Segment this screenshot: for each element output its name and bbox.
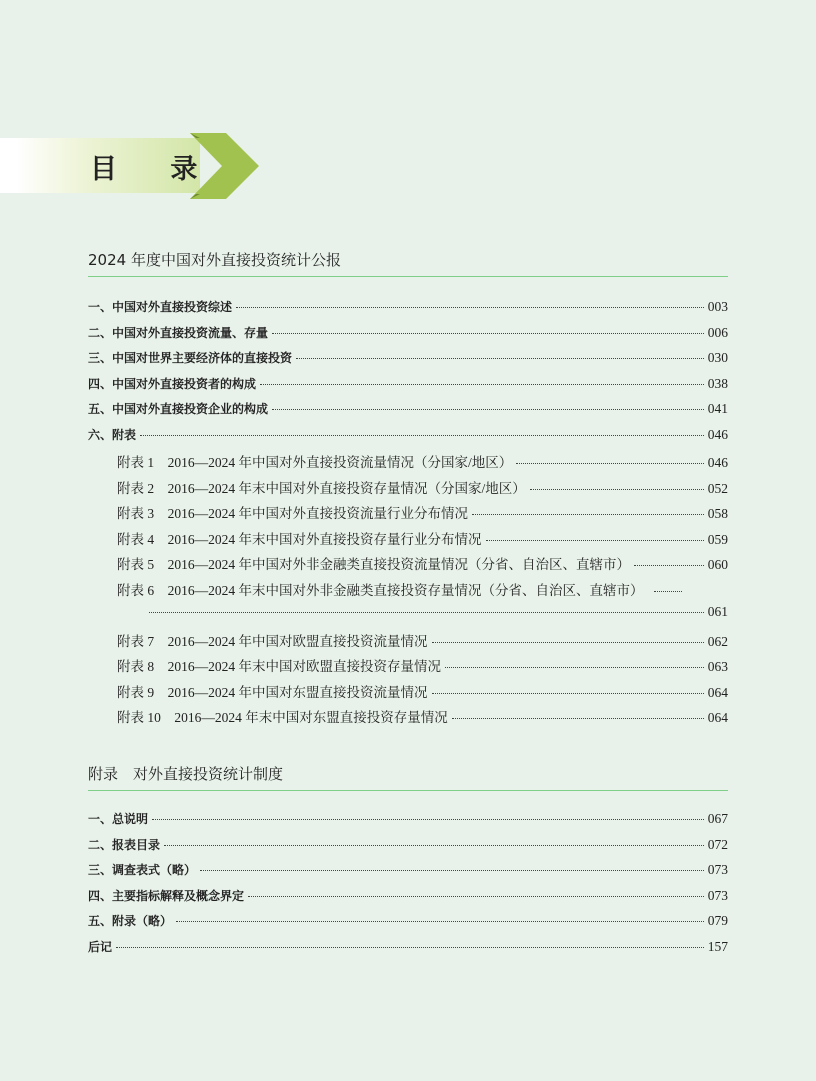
page-number: 046	[707, 455, 728, 470]
dot-leader	[472, 514, 704, 515]
toc-entry[interactable]	[88, 681, 728, 707]
entry-label: 二、中国对外直接投资流量、存量	[88, 325, 269, 340]
dot-leader	[260, 384, 704, 385]
entry-label: 三、中国对世界主要经济体的直接投资	[88, 351, 293, 365]
dot-leader	[176, 921, 704, 922]
page-number: 073	[707, 887, 728, 903]
page-number: 003	[707, 299, 728, 314]
toc-entry[interactable]	[88, 375, 728, 401]
entry-label: 六、附表	[88, 427, 137, 442]
entry-label: 附表 5 2016—2024 年中国对外非金融类直接投资流量情况（分省、自治区、直辖市）	[117, 557, 630, 572]
toc-entry[interactable]	[88, 887, 728, 913]
page-number: 079	[707, 913, 728, 928]
page-number: 041	[707, 401, 728, 416]
page-number: 072	[707, 836, 728, 852]
dot-leader	[296, 358, 704, 359]
dot-leader	[272, 409, 704, 410]
entry-label: 附表 1 2016—2024 年中国对外直接投资流量情况（分国家/地区）	[117, 455, 513, 470]
dot-leader	[164, 845, 704, 846]
toc-entry[interactable]	[88, 349, 728, 375]
page-number: 064	[707, 710, 728, 725]
page-title: 目 录	[90, 154, 220, 185]
page-number: 038	[707, 375, 728, 391]
page-number: 030	[707, 350, 728, 365]
entry-label: 附表 9 2016—2024 年中国对东盟直接投资流量情况	[117, 684, 428, 700]
toc-entry[interactable]	[88, 298, 728, 324]
toc-entry[interactable]	[88, 553, 728, 579]
page-number: 061	[707, 604, 728, 619]
dot-leader	[654, 591, 682, 592]
page-number: 052	[707, 480, 728, 496]
section-heading-appendix: 附录 对外直接投资统计制度	[88, 763, 728, 791]
dot-leader	[116, 947, 704, 948]
dot-leader	[445, 667, 704, 668]
entry-label: 后记	[88, 939, 113, 954]
dot-leader	[149, 612, 704, 613]
toc-entry[interactable]	[88, 400, 728, 426]
dot-leader	[432, 693, 704, 694]
page-number: 064	[707, 684, 728, 700]
toc-entry[interactable]	[88, 604, 728, 630]
section-heading-report: 2024 年度中国对外直接投资统计公报	[88, 249, 728, 277]
page-number: 063	[707, 659, 728, 674]
toc-list-appendix	[88, 810, 728, 963]
toc-entry[interactable]	[88, 451, 728, 477]
entry-label: 附表 3 2016—2024 年中国对外直接投资流量行业分布情况	[117, 506, 468, 521]
entry-label: 附表 10 2016—2024 年末中国对东盟直接投资存量情况	[117, 710, 448, 725]
page-number: 062	[707, 633, 728, 649]
entry-label: 附表 2 2016—2024 年末中国对外直接投资存量情况（分国家/地区）	[117, 480, 526, 496]
page-number: 059	[707, 531, 728, 547]
toc-entry[interactable]	[88, 912, 728, 938]
entry-label: 四、中国对外直接投资者的构成	[88, 376, 257, 391]
dot-leader	[634, 565, 704, 566]
toc-list-report	[88, 298, 728, 732]
entry-label: 一、总说明	[88, 812, 149, 826]
page-number: 006	[707, 324, 728, 340]
dot-leader	[452, 718, 704, 719]
page-number: 046	[707, 426, 728, 442]
page-number: 157	[707, 938, 728, 954]
dot-leader	[516, 463, 703, 464]
page-number: 060	[707, 557, 728, 572]
entry-label: 附表 7 2016—2024 年中国对欧盟直接投资流量情况	[117, 633, 428, 649]
dot-leader	[272, 333, 704, 334]
entry-label: 三、调查表式（略）	[88, 863, 197, 877]
page-number: 073	[707, 862, 728, 877]
entry-label: 四、主要指标解释及概念界定	[88, 888, 245, 903]
entry-label: 附表 6 2016—2024 年末中国对外非金融类直接投资存量情况（分省、自治区、直辖市）	[117, 582, 644, 598]
dot-leader	[200, 870, 704, 871]
dot-leader	[152, 819, 704, 820]
page-number: 067	[707, 811, 728, 826]
dot-leader	[236, 307, 704, 308]
dot-leader	[486, 540, 704, 541]
entry-label: 五、附录（略）	[88, 914, 173, 928]
toc-entry[interactable]	[88, 528, 728, 554]
dot-leader	[432, 642, 704, 643]
toc-entry[interactable]	[88, 861, 728, 887]
dot-leader	[140, 435, 704, 436]
toc-entry[interactable]	[88, 502, 728, 528]
toc-entry[interactable]	[88, 938, 728, 964]
page-number: 058	[707, 506, 728, 521]
toc-entry[interactable]	[88, 426, 728, 452]
toc-entry[interactable]	[88, 836, 728, 862]
entry-label: 附表 4 2016—2024 年末中国对外直接投资存量行业分布情况	[117, 531, 482, 547]
toc-entry[interactable]	[88, 324, 728, 350]
entry-label: 一、中国对外直接投资综述	[88, 300, 233, 314]
dot-leader	[248, 896, 704, 897]
entry-label: 二、报表目录	[88, 837, 161, 852]
dot-leader	[530, 489, 704, 490]
toc-entry[interactable]	[88, 810, 728, 836]
toc-entry[interactable]	[88, 477, 728, 503]
toc-entry[interactable]	[88, 630, 728, 656]
entry-label: 附表 8 2016—2024 年末中国对欧盟直接投资存量情况	[117, 659, 441, 674]
toc-entry[interactable]	[88, 655, 728, 681]
toc-entry[interactable]	[88, 579, 728, 605]
toc-entry[interactable]	[88, 706, 728, 732]
toc-banner	[0, 133, 260, 199]
entry-label: 五、中国对外直接投资企业的构成	[88, 402, 269, 416]
